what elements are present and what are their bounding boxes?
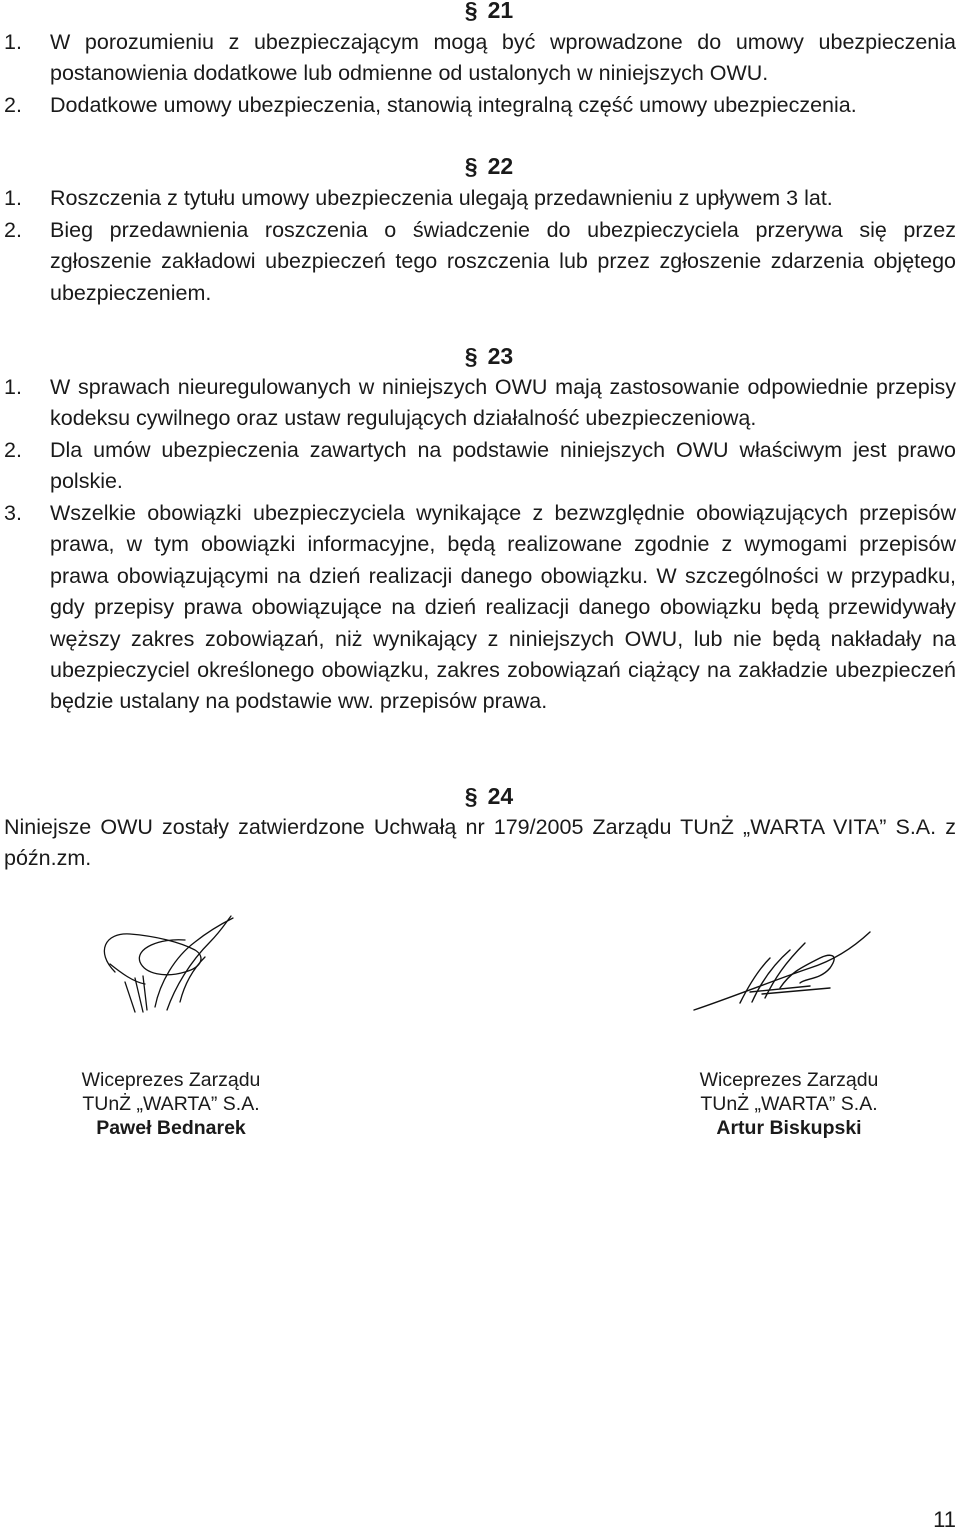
item-number: 2. [4,438,22,462]
section-23-item-1 [4,372,956,435]
item-number: 2. [4,218,22,242]
item-text: Bieg przedawnienia roszczenia o świadczenie do ubezpieczyciela przerywa się przez zgłoszenie zakładowi ubezpieczeń tego roszczenia lub przez zgłoszenie zdarzenia objętego ubezpieczeniem. [50,218,956,305]
section-sign: § [464,153,478,179]
signatory-company: TUnŻ „WARTA” S.A. [700,1093,878,1115]
signature-image-right [690,928,875,1028]
section-number: 21 [487,0,514,23]
signatory-company: TUnŻ „WARTA” S.A. [82,1093,260,1115]
section-number: 22 [487,153,514,179]
section-22-item-2 [4,215,956,309]
item-number: 1. [4,186,22,210]
item-text: Dodatkowe umowy ubezpieczenia, stanowią integralną część umowy ubezpieczenia. [50,93,857,117]
item-text: Dla umów ubezpieczenia zawartych na podstawie niniejszych OWU właściwym jest prawo polskie. [50,438,956,494]
section-heading-24 [0,782,960,810]
signatory-role: Wiceprezes Zarządu [699,1069,879,1091]
section-heading-23 [0,342,960,370]
item-text: W porozumieniu z ubezpieczającym mogą być wprowadzone do umowy ubezpieczenia postanowienia dodatkowe lub odmienne od ustalonych w niniejszych OWU. [50,30,956,86]
item-number: 1. [4,30,22,54]
section-heading-22 [0,152,960,180]
item-number: 1. [4,375,22,399]
signature-image-left [85,912,245,1022]
item-number: 3. [4,501,22,525]
section-23-item-3 [4,498,956,718]
approval-paragraph: Niniejsze OWU zostały zatwierdzone Uchwałą nr 179/2005 Zarządu TUnŻ „WARTA VITA” S.A. z późn.zm. [4,815,956,871]
section-number: 24 [487,783,514,809]
signatory-block-right [639,1068,939,1140]
section-23-item-2 [4,435,956,498]
section-21-item-1 [4,27,956,90]
item-number: 2. [4,93,22,117]
section-sign: § [464,783,478,809]
section-sign: § [464,343,478,369]
item-text: Wszelkie obowiązki ubezpieczyciela wynikające z bezwzględnie obowiązujących przepisów prawa, w tym obowiązki informacyjne, będą realizowane zgodnie z wymogami przepisów prawa obowiązującymi na dzień realizacji danego obowiązku. W szczególności w przypadku, gdy przepisy prawa obowiązujące na dzień realizacji danego obowiązku będą przewidywały węższy zakres zobowiązań, niż wynikający z niniejszych OWU, lub nie będą nakładały na ubezpieczyciel określonego obowiązku, zakres zobowiązań ciążący na zakładzie ubezpieczeń będzie ustalany na podstawie ww. przepisów prawa. [50,501,956,714]
signatory-name: Paweł Bednarek [96,1117,246,1139]
section-21-item-2 [4,90,956,121]
section-heading-21 [0,0,960,24]
page-number: 11 [933,1507,956,1532]
section-sign: § [464,0,478,23]
item-text: W sprawach nieuregulowanych w niniejszych OWU mają zastosowanie odpowiednie przepisy kodeksu cywilnego oraz ustaw regulujących działalność ubezpieczeniową. [50,375,956,431]
section-number: 23 [487,343,514,369]
item-text: Roszczenia z tytułu umowy ubezpieczenia ulegają przedawnieniu z upływem 3 lat. [50,186,833,210]
section-22-item-1 [4,183,956,214]
signatory-name: Artur Biskupski [716,1117,862,1139]
signatory-role: Wiceprezes Zarządu [81,1069,261,1091]
signatory-block-left [21,1068,321,1140]
